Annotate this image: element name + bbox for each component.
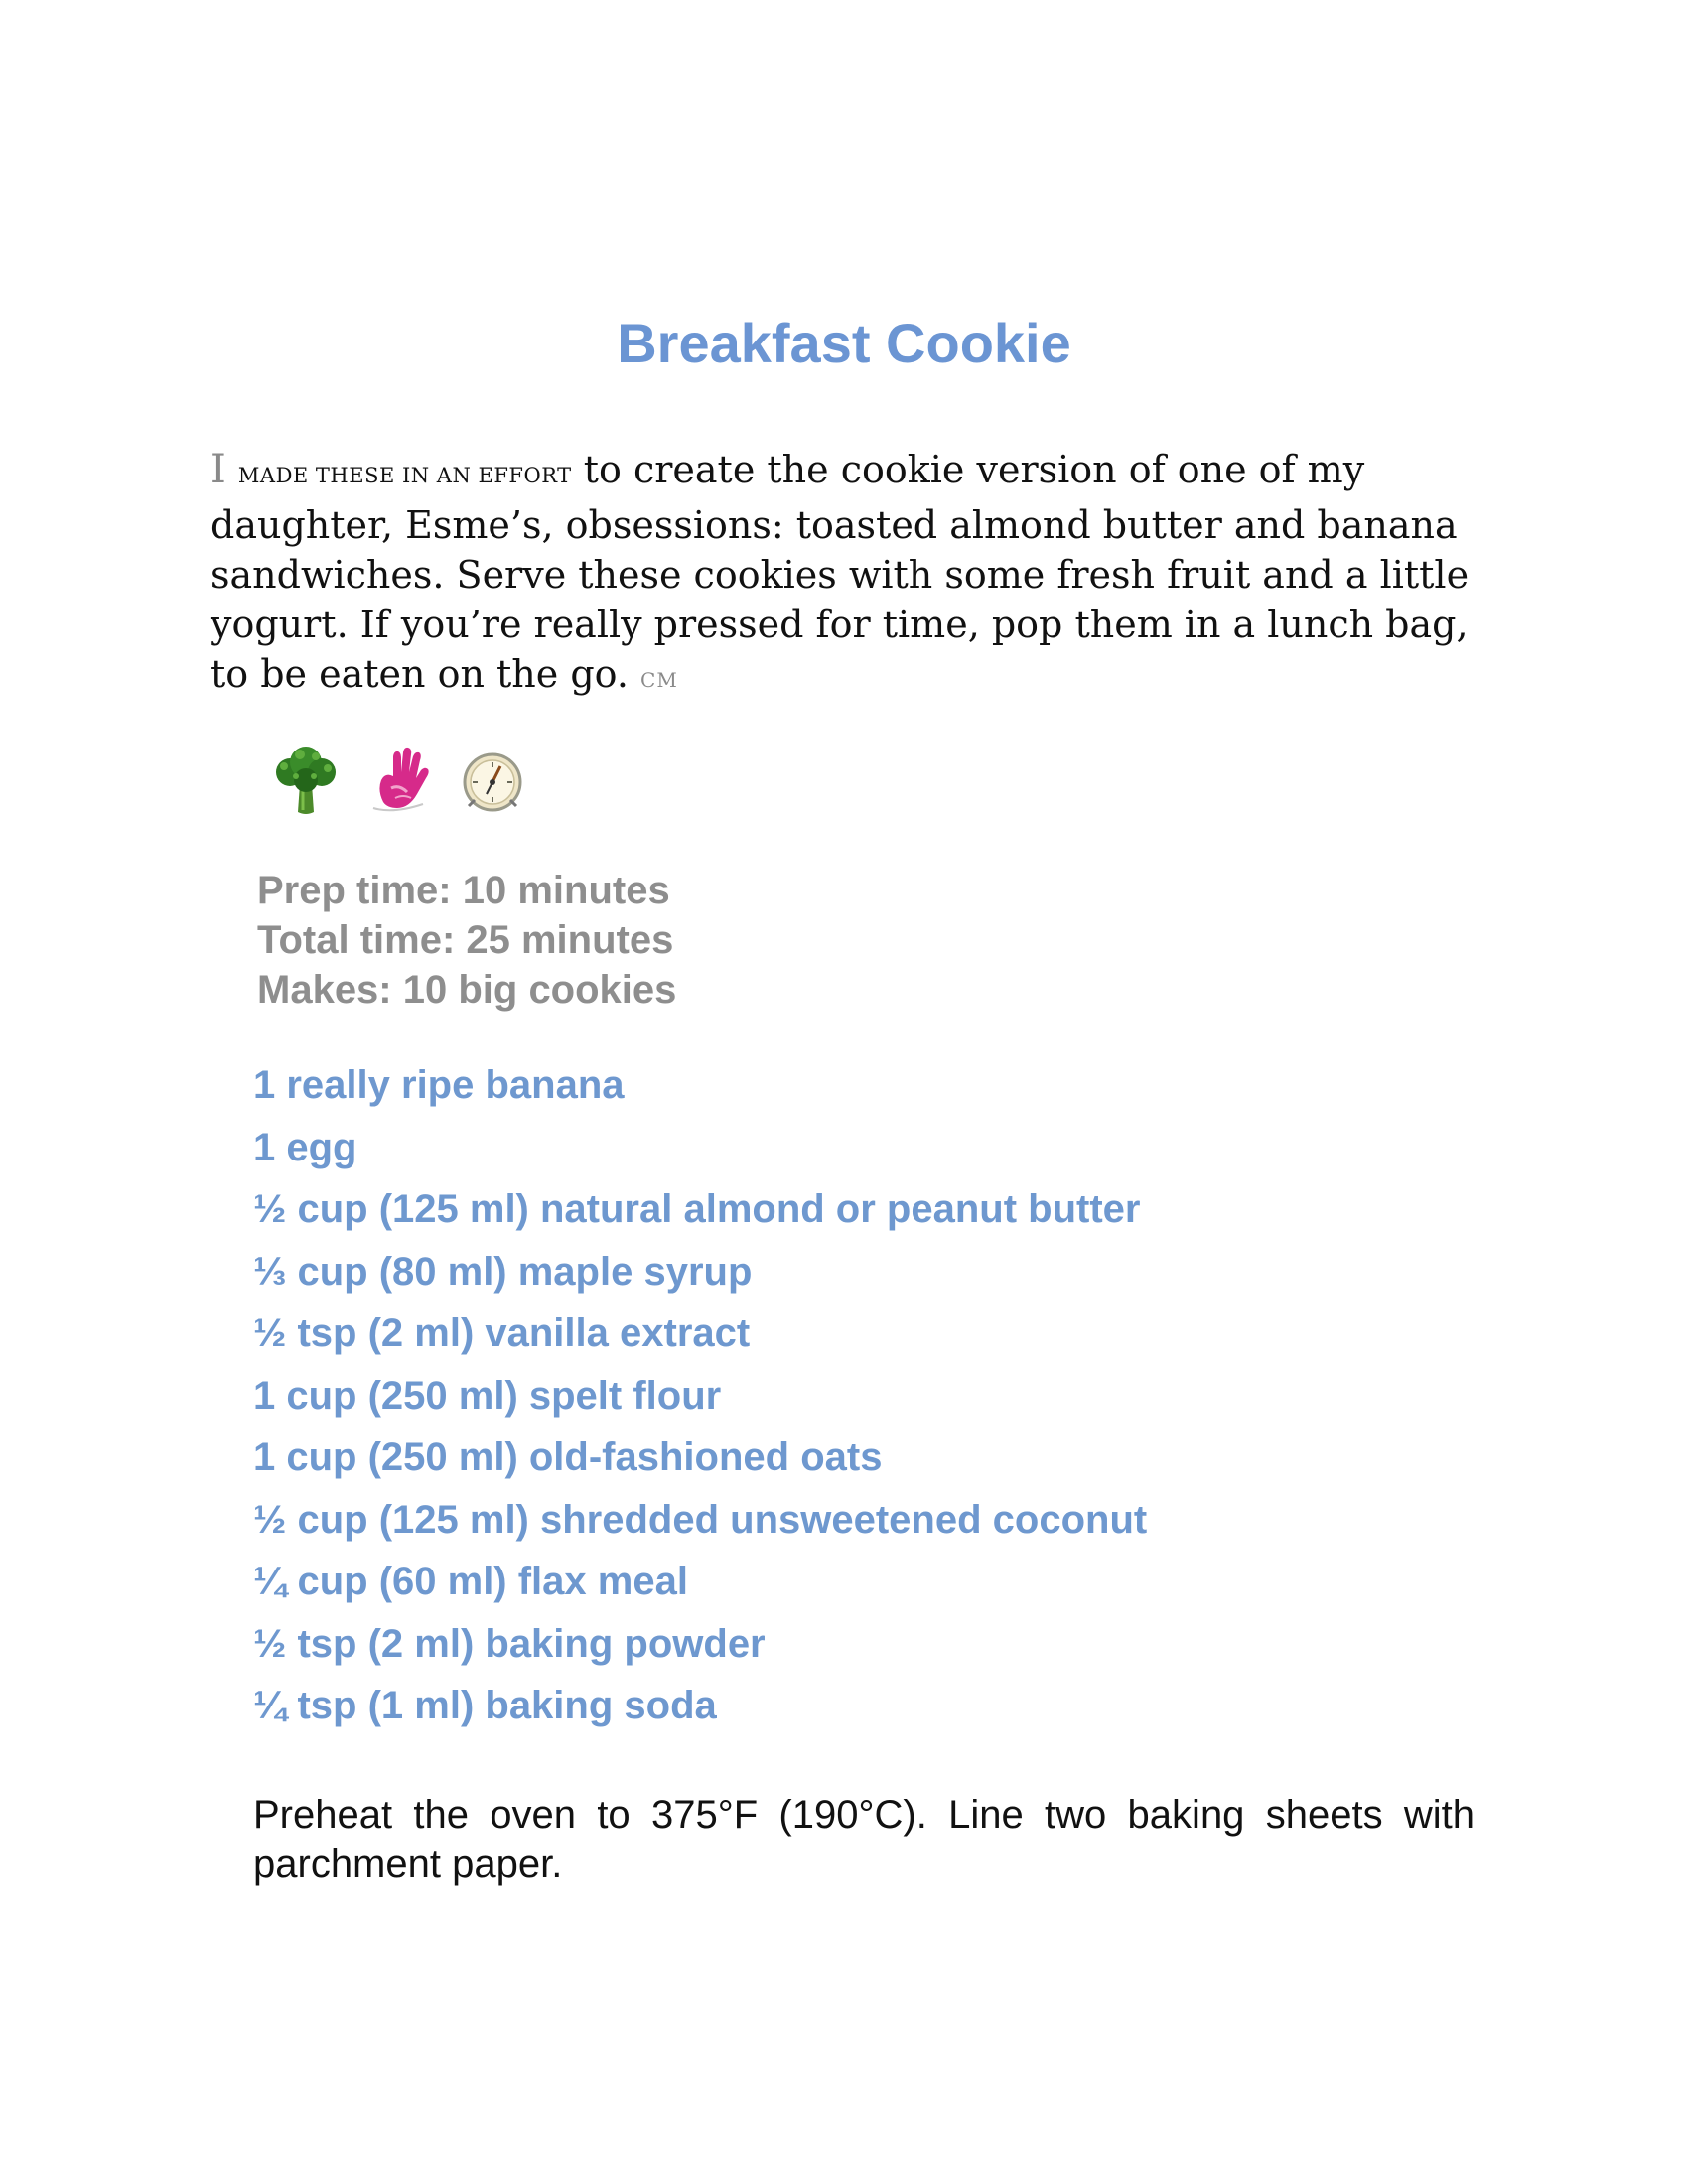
recipe-intro — [211, 445, 1486, 705]
timer-icon — [457, 743, 528, 818]
broccoli-icon — [270, 743, 342, 818]
intro-credit: CM — [640, 668, 678, 692]
recipe-title: Breakfast Cookie — [617, 312, 1071, 374]
ingredient-item: 1 egg — [253, 1125, 357, 1169]
ingredient-item: ½ cup (125 ml) shredded unsweetened coconut — [253, 1497, 1148, 1542]
ingredient-item: ¼ tsp (1 ml) baking soda — [253, 1684, 717, 1727]
intro-body: to create the cookie version of one of my daughter, Esme’s, obsessions: toasted almond butter and banana sandwiches. Serve these cookies with some fresh fruit and a little yogurt. If you’re really pressed for time, pop them in a lunch bag, to be eaten on the go. — [211, 448, 1470, 696]
ingredient-item: ⅓ cup (80 ml) maple syrup — [253, 1249, 753, 1294]
ingredient-item: ¼ cup (60 ml) flax meal — [253, 1560, 688, 1603]
handprint-icon — [363, 743, 435, 818]
method-step: Preheat the oven to 375°F (190°C). Line two baking sheets with parchment paper. — [253, 1793, 1475, 1886]
recipe-meta — [257, 866, 676, 1015]
ingredient-item: ½ tsp (2 ml) baking powder — [253, 1621, 766, 1666]
ingredient-item: 1 really ripe banana — [253, 1063, 625, 1107]
yield: Makes: 10 big cookies — [257, 968, 677, 1012]
total-time: Total time: 25 minutes — [257, 918, 674, 962]
ingredient-item: 1 cup (250 ml) old-fashioned oats — [253, 1435, 883, 1479]
intro-smallcaps: MADE THESE IN AN EFFORT — [237, 464, 572, 487]
ingredient-item: ½ cup (125 ml) natural almond or peanut butter — [253, 1187, 1141, 1231]
recipe-icons — [270, 743, 528, 818]
ingredients-list — [253, 1054, 1147, 1737]
intro-dropcap: I — [211, 447, 226, 492]
ingredient-item: 1 cup (250 ml) spelt flour — [253, 1373, 722, 1418]
ingredient-item: ½ tsp (2 ml) vanilla extract — [253, 1311, 751, 1355]
prep-time: Prep time: 10 minutes — [257, 869, 670, 912]
